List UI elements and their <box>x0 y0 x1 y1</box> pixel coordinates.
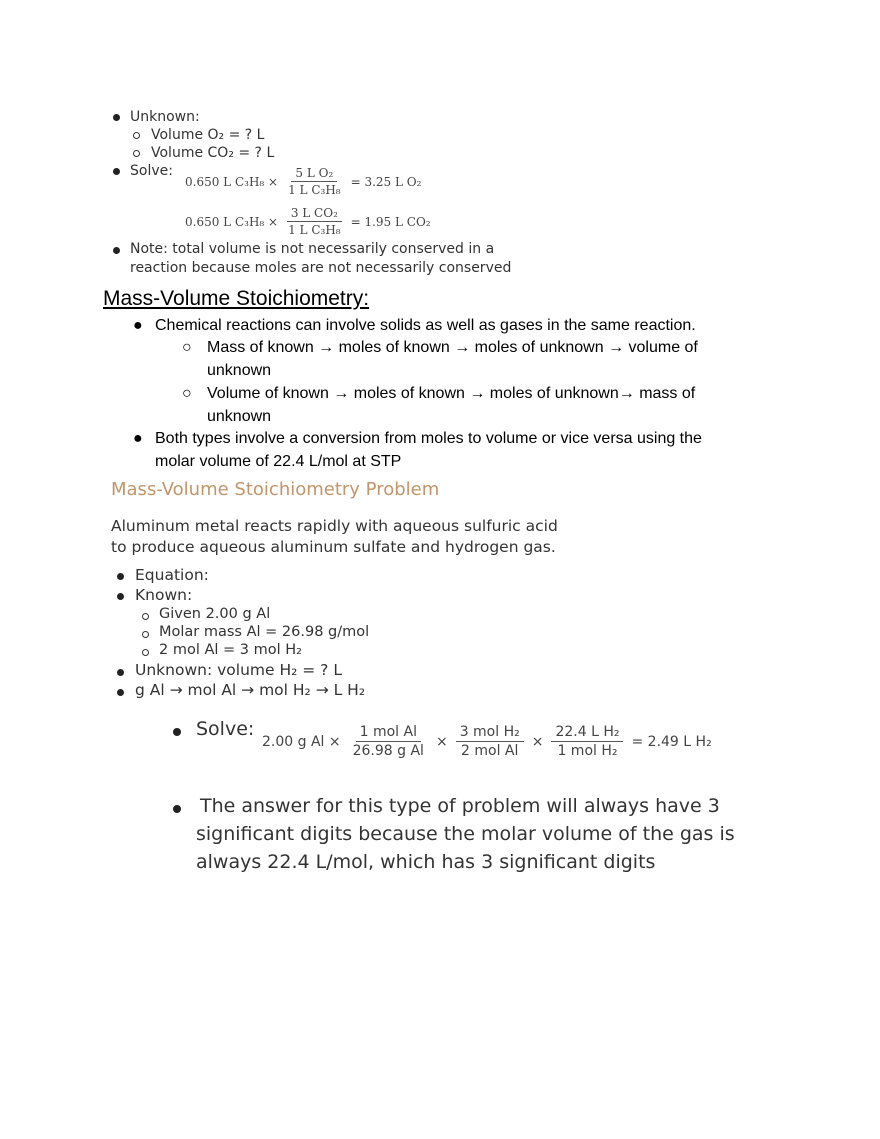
path-text: g Al → mol Al → mol H₂ → L H₂ <box>135 681 366 699</box>
bullet-text: Chemical reactions can involve solids as well as gases in the same reaction. <box>155 317 696 334</box>
answer-line: The answer for this type of problem will always have 3 <box>200 795 720 817</box>
sub-bullet <box>133 150 140 157</box>
sub-bullet <box>142 649 149 656</box>
known-item: 2 mol Al = 3 mol H₂ <box>159 642 302 658</box>
known-item: Given 2.00 g Al <box>159 606 271 622</box>
denominator: 2 mol Al <box>461 743 519 759</box>
sub-bullet-text: unknown <box>207 408 272 425</box>
sub-bullet <box>133 132 140 139</box>
equation-co2 <box>185 206 431 237</box>
bullet <box>173 728 181 736</box>
sub-bullet-text: Mass of known → moles of known → moles of unknown → volume of <box>207 339 698 356</box>
known-item: Molar mass Al = 26.98 g/mol <box>159 624 370 640</box>
numerator: 3 L CO₂ <box>287 206 342 222</box>
eq-given: 0.650 L C₃H₈ × <box>185 214 279 229</box>
eq-given: 0.650 L C₃H₈ × <box>185 174 279 189</box>
bullet <box>113 247 120 254</box>
fraction <box>284 166 345 197</box>
unknown-label: Unknown: <box>130 109 200 125</box>
sub-bullet <box>142 613 149 620</box>
denominator: 1 L C₃H₈ <box>288 183 341 197</box>
bullet-glyph: ● <box>133 430 143 447</box>
known-label: Known: <box>135 586 193 604</box>
equation-o2 <box>185 166 421 197</box>
equation-label: Equation: <box>135 566 209 584</box>
note-line: reaction because moles are not necessarily conserved <box>130 260 512 276</box>
bullet-text: molar volume of 22.4 L/mol at STP <box>155 453 402 470</box>
bullet <box>113 168 120 175</box>
bullet <box>117 669 124 676</box>
denominator: 1 L C₃H₈ <box>288 223 341 237</box>
solve-equation <box>262 724 712 759</box>
fraction <box>284 206 345 237</box>
numerator: 3 mol H₂ <box>456 724 524 742</box>
answer-line: always 22.4 L/mol, which has 3 significant digits <box>196 851 656 873</box>
intro-line: to produce aqueous aluminum sulfate and hydrogen gas. <box>111 538 556 556</box>
unknown-item: Volume CO₂ = ? L <box>151 145 275 161</box>
unknown-item: Volume O₂ = ? L <box>151 127 265 143</box>
fraction <box>349 724 428 759</box>
fraction <box>456 724 524 759</box>
note-line: Note: total volume is not necessarily conserved in a <box>130 241 495 257</box>
sub-bullet-glyph: ○ <box>182 339 192 356</box>
eq-result: = 2.49 L H₂ <box>631 733 712 750</box>
denominator: 26.98 g Al <box>352 743 424 759</box>
answer-line: significant digits because the molar volume of the gas is <box>196 823 735 845</box>
bullet <box>113 114 120 121</box>
bullet <box>173 805 181 813</box>
unknown-text: Unknown: volume H₂ = ? L <box>135 661 342 679</box>
sub-bullet-text: unknown <box>207 362 272 379</box>
times-sign: × <box>435 733 448 750</box>
bullet-glyph: ● <box>133 317 143 334</box>
numerator: 1 mol Al <box>356 724 421 742</box>
bullet <box>117 689 124 696</box>
section-heading: Mass-Volume Stoichiometry: <box>103 287 370 310</box>
solve-label: Solve: <box>130 163 173 179</box>
sub-bullet <box>142 631 149 638</box>
problem-title: Mass-Volume Stoichiometry Problem <box>111 479 440 500</box>
sub-bullet-text: Volume of known → moles of known → moles of unknown→ mass of <box>207 385 696 402</box>
bullet <box>117 573 124 580</box>
times-sign: × <box>531 733 544 750</box>
bullet-text: Both types involve a conversion from moles to volume or vice versa using the <box>155 430 702 447</box>
intro-line: Aluminum metal reacts rapidly with aqueous sulfuric acid <box>111 517 558 535</box>
solve-label: Solve: <box>196 718 255 740</box>
numerator: 22.4 L H₂ <box>551 724 623 742</box>
sub-bullet-glyph: ○ <box>182 385 192 402</box>
numerator: 5 L O₂ <box>291 166 337 182</box>
eq-given: 2.00 g Al × <box>262 733 341 750</box>
fraction <box>551 724 623 759</box>
eq-result: = 3.25 L O₂ <box>350 174 422 189</box>
denominator: 1 mol H₂ <box>557 743 618 759</box>
bullet <box>117 593 124 600</box>
eq-result: = 1.95 L CO₂ <box>350 214 431 229</box>
